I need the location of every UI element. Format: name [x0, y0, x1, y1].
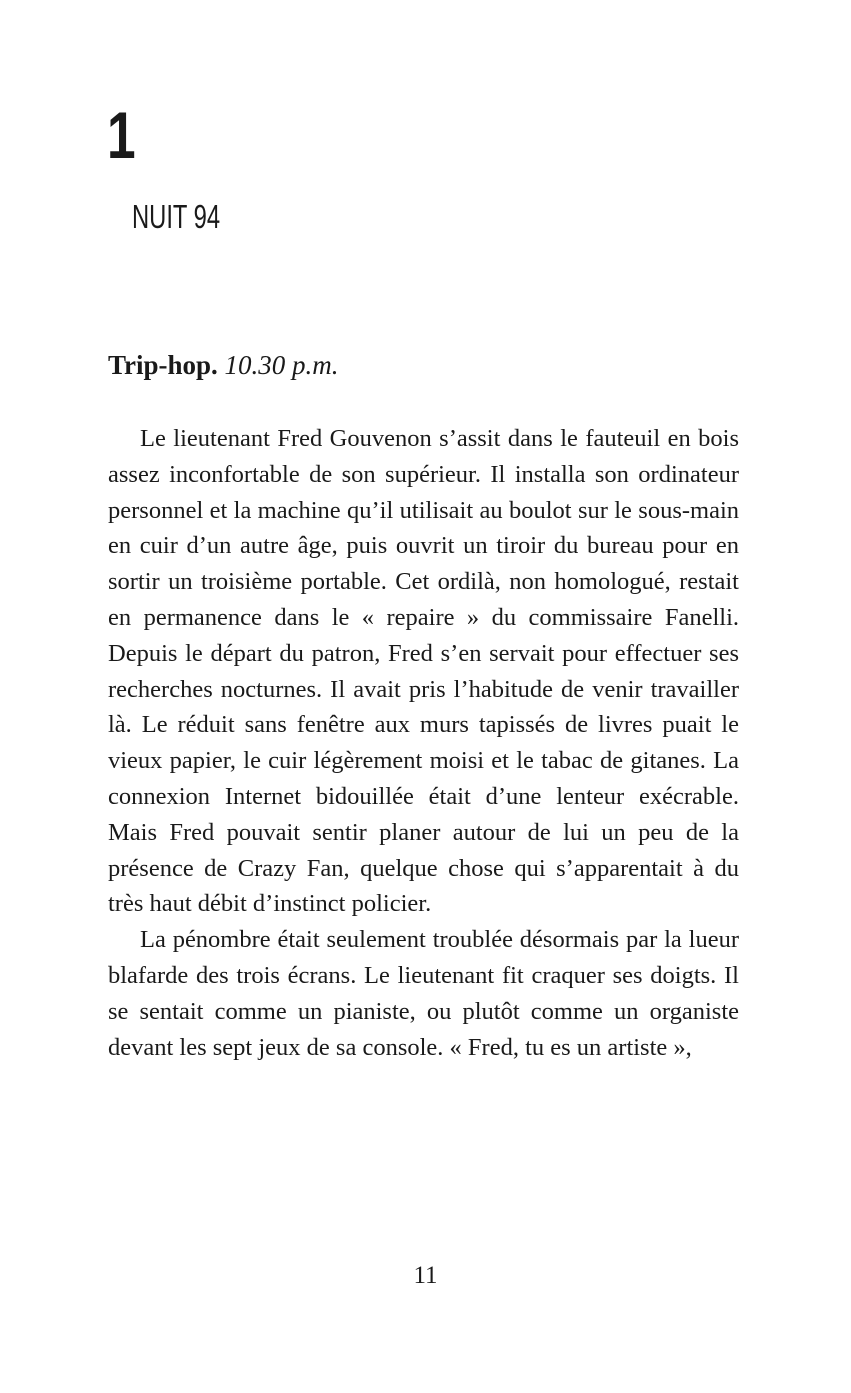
- chapter-title: NUIT 94: [132, 198, 221, 235]
- page-number: 11: [413, 1262, 438, 1289]
- section-time: 10.30 p.m.: [224, 350, 339, 380]
- section-title: Trip-hop.: [108, 350, 218, 380]
- section-heading: [108, 350, 339, 381]
- paragraph: Le lieutenant Fred Gouvenon s’assit dans le fauteuil en bois assez inconfortable de son supérieur. Il installa son ordinateur personnel et la machine qu’il utilisait au boulot sur le sous-main en cuir d’un autre âge, puis ouvrit un tiroir du bureau pour en sortir un troisième portable. Cet ordilà, non homologué, restait en permanence dans le « repaire » du commissaire Fanelli. Depuis le départ du patron, Fred s’en servait pour effectuer ses recherches nocturnes. Il avait pris l’habitude de venir travailler là. Le réduit sans fenêtre aux murs tapissés de livres puait le vieux papier, le cuir légèrement moisi et le tabac de gitanes. La connexion Internet bidouillée était d’une lenteur exécrable. Mais Fred pouvait sentir planer autour de lui un peu de la présence de Crazy Fan, quelque chose qui s’apparentait à du très haut débit d’instinct policier.: [108, 425, 739, 918]
- paragraph: La pénombre était seulement troublée désormais par la lueur blafarde des trois écrans. Le lieutenant fit craquer ses doigts. Il se sentait comme un pianiste, ou plutôt comme un organiste devant les sept jeux de sa console. « Fred, tu es un artiste »,: [108, 926, 739, 1061]
- chapter-number: 1: [107, 98, 135, 172]
- body-text: [108, 421, 739, 1065]
